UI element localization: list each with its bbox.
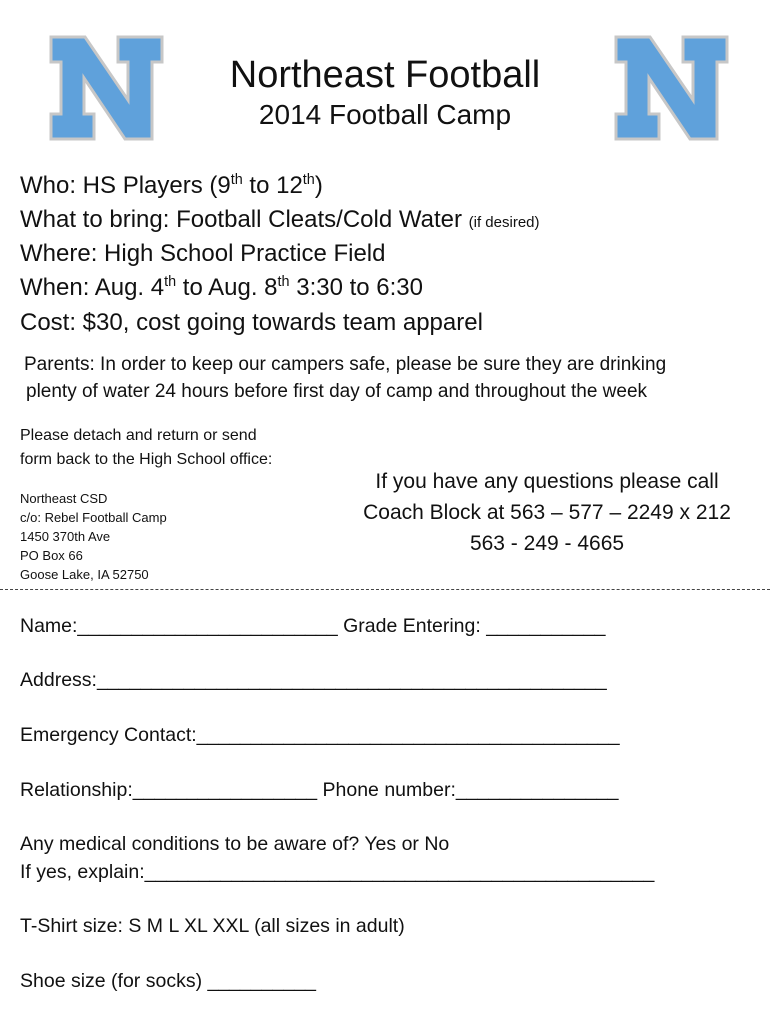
contact-line2: Coach Block at 563 – 577 – 2249 x 212 [363, 501, 731, 524]
form-relationship-phone[interactable]: Relationship:_________________ Phone number:_______________ [20, 779, 619, 801]
info-when: When: Aug. 4th to Aug. 8th 3:30 to 6:30 [20, 274, 423, 301]
info-cost: Cost: $30, cost going towards team apparel [20, 309, 483, 336]
contact-phone: 563 - 249 - 4665 [469, 532, 625, 555]
parents-note-line2: plenty of water 24 hours before first day of camp and throughout the week [26, 381, 648, 402]
mailing-address-line: PO Box 66 [20, 548, 83, 563]
contact-line1: If you have any questions please call [375, 470, 719, 493]
page-title: Northeast Football [229, 54, 541, 96]
return-instructions-line2: form back to the High School office: [20, 451, 273, 468]
detach-dashed-line [0, 589, 770, 590]
form-tshirt-size[interactable]: T-Shirt size: S M L XL XXL (all sizes in adult) [20, 915, 405, 937]
return-instructions-line1: Please detach and return or send [20, 427, 257, 444]
mailing-address-line: 1450 370th Ave [20, 529, 111, 544]
form-medical-question[interactable]: Any medical conditions to be aware of? Yes or No [20, 833, 450, 855]
form-name-grade[interactable]: Name:________________________ Grade Entering: ___________ [20, 615, 606, 637]
info-where: Where: High School Practice Field [20, 240, 386, 267]
mailing-address-line: c/o: Rebel Football Camp [20, 510, 167, 525]
mailing-address-line: Goose Lake, IA 52750 [20, 567, 149, 582]
form-address[interactable]: Address:_______________________________________________ [20, 669, 607, 691]
info-who: Who: HS Players (9th to 12th) [20, 172, 323, 199]
form-emergency-contact[interactable]: Emergency Contact:_______________________________________ [20, 724, 620, 746]
form-medical-explain[interactable]: If yes, explain:_______________________________________________ [20, 861, 655, 883]
info-bring: What to bring: Football Cleats/Cold Water (if desired) [20, 206, 540, 233]
mailing-address-line: Northeast CSD [20, 491, 108, 506]
page-subtitle: 2014 Football Camp [258, 99, 512, 130]
form-shoe-size[interactable]: Shoe size (for socks) __________ [20, 970, 316, 992]
parents-note-line1: Parents: In order to keep our campers safe, please be sure they are drinking [24, 354, 667, 375]
